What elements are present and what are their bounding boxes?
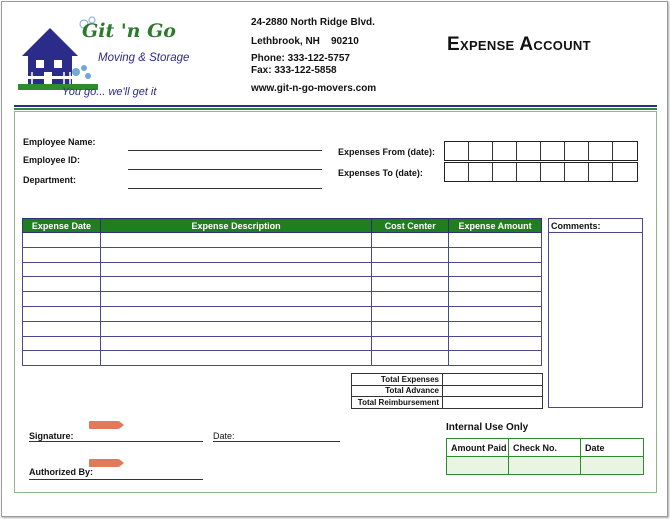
employee-id-field[interactable] [128, 169, 322, 170]
totals-table [351, 373, 543, 409]
employee-name-field[interactable] [128, 150, 322, 151]
total-advance-value[interactable] [443, 385, 543, 397]
table-row[interactable] [23, 277, 542, 292]
table-row[interactable] [23, 351, 542, 366]
comments-box[interactable] [548, 218, 643, 408]
document-title: Expense Account [447, 34, 591, 55]
col-expense-amount: Expense Amount [449, 219, 542, 233]
address-line-1: 24-2880 North Ridge Blvd. [251, 17, 375, 28]
col-amount-paid: Amount Paid [447, 439, 509, 457]
signature-date-field[interactable] [213, 441, 340, 442]
table-row[interactable] [23, 292, 542, 307]
col-expense-description: Expense Description [100, 219, 371, 233]
date-label: Date: [213, 431, 235, 441]
col-check-no: Check No. [509, 439, 581, 457]
total-advance-label: Total Advance [352, 385, 443, 397]
fax-text: Fax: 333-122-5858 [251, 65, 337, 76]
company-name: Git 'n Go [82, 20, 176, 42]
total-reimbursement-label: Total Reimbursement [352, 397, 443, 409]
address-line-2: Lethbrook, NH 90210 [251, 36, 359, 47]
expenses-from-date-input[interactable] [444, 141, 638, 161]
table-row[interactable] [447, 457, 644, 475]
employee-id-label: Employee ID: [23, 155, 81, 165]
table-row[interactable] [23, 262, 542, 277]
table-row[interactable] [23, 247, 542, 262]
col-date: Date [581, 439, 644, 457]
col-cost-center: Cost Center [372, 219, 449, 233]
expense-table [22, 218, 542, 366]
header-divider-blue [14, 105, 657, 107]
company-tagline: You go... we'll get it [62, 86, 157, 98]
expenses-from-label: Expenses From (date): [338, 147, 436, 157]
internal-use-title: Internal Use Only [446, 422, 529, 433]
sign-here-tag-icon [89, 421, 119, 429]
signature-label: Signature: [29, 431, 74, 441]
sign-here-tag-icon [89, 459, 119, 467]
internal-use-table [446, 438, 644, 475]
total-expenses-label: Total Expenses [352, 374, 443, 386]
col-expense-date: Expense Date [23, 219, 101, 233]
expenses-to-label: Expenses To (date): [338, 168, 423, 178]
authorized-by-field[interactable] [29, 479, 203, 480]
department-label: Department: [23, 175, 77, 185]
website-text: www.git-n-go-movers.com [251, 83, 377, 94]
total-reimbursement-value[interactable] [443, 397, 543, 409]
signature-field[interactable] [29, 441, 203, 442]
department-field[interactable] [128, 188, 322, 189]
expenses-to-date-input[interactable] [444, 162, 638, 182]
total-expenses-value[interactable] [443, 374, 543, 386]
company-subtitle: Moving & Storage [98, 52, 190, 64]
authorized-by-label: Authorized By: [29, 467, 93, 477]
table-row[interactable] [23, 321, 542, 336]
table-row[interactable] [23, 233, 542, 248]
phone-text: Phone: 333-122-5757 [251, 53, 350, 64]
employee-name-label: Employee Name: [23, 137, 96, 147]
comments-label: Comments: [549, 219, 642, 233]
table-row[interactable] [23, 336, 542, 351]
header-divider-green [14, 108, 657, 110]
table-row[interactable] [23, 306, 542, 321]
